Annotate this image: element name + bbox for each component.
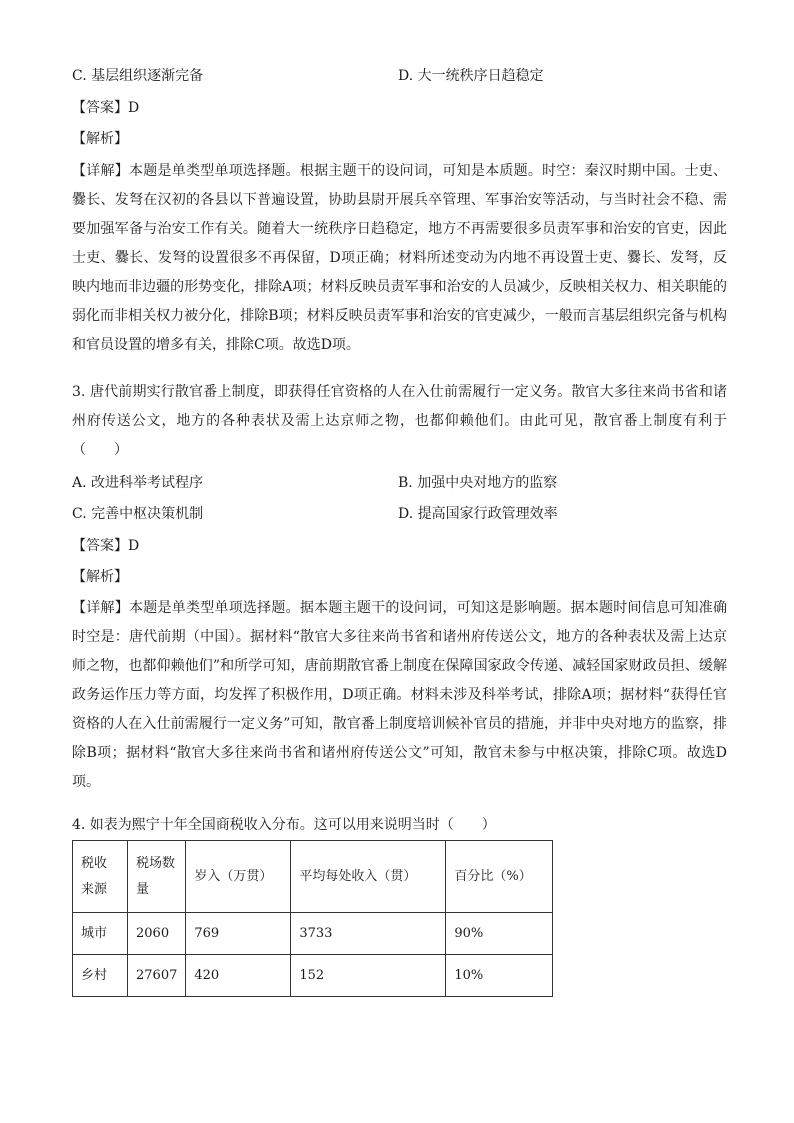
table-cell: 27607	[128, 955, 186, 997]
table-cell: 10%	[446, 955, 553, 997]
table-row	[73, 955, 553, 997]
header-cell: 税场数量	[128, 841, 186, 913]
table-cell: 769	[186, 913, 291, 955]
q3-answer: 【答案】D	[72, 538, 140, 554]
tax-table	[72, 840, 553, 997]
q3-option-c: C. 完善中枢决策机制	[72, 506, 204, 522]
q2-answer: 【答案】D	[72, 100, 140, 116]
q2-detail: 【详解】本题是单类型单项选择题。根据主题干的设问词，可知是本质题。时空：秦汉时期中国。士吏、爨长、发弩在汉初的各县以下普遍设置，协助县尉开展兵卒管理、军事治安等活动，与当时社会不稳、需要加强军备与治安工作有关。随着大一统秩序日趋稳定，地方不再需要很多员责军事和治安的官吏，因此士吏、爨长、发弩的设置很多不再保留，D项正确；材料所述变动为内地不再设置士吏、爨长、发弩，反映内地而非边疆的形势变化，排除A项；材料反映员责军事和治安的人员减少，反映相关权力、相关职能的弱化而非相关权力被分化，排除B项；材料反映员责军事和治安的官吏减少，一般而言基层组织完备与机构和官员设置的增多有关，排除C项。故选D项。	[72, 163, 727, 353]
q2-analysis-label: 【解析】	[72, 131, 128, 147]
header-cell: 平均每处收入（贯）	[291, 841, 446, 913]
table-cell: 420	[186, 955, 291, 997]
q3-option-d: D. 提高国家行政管理效率	[398, 506, 558, 522]
q3-stem: 3. 唐代前期实行散官番上制度，即获得任官资格的人在入仕前需履行一定义务。散官大多往来尚书省和诸州府传送公文，地方的各种表状及需上达京师之物，也都仰赖他们。由此可见，散官番上制度有利于（ ）	[72, 384, 727, 458]
table-cell: 2060	[128, 913, 186, 955]
q2-option-d: D. 大一统秩序日趋稳定	[398, 68, 544, 84]
table-cell: 城市	[73, 913, 128, 955]
table-cell: 乡村	[73, 955, 128, 997]
table-header-row	[73, 841, 553, 913]
q4-stem: 4. 如表为熙宁十年全国商税收入分布。这可以用来说明当时（ ）	[72, 817, 496, 833]
q3-detail: 【详解】本题是单类型单项选择题。据本题主题干的设问词，可知这是影响题。据本题时间信息可知准确时空是：唐代前期（中国）。据材料“散官大多往来尚书省和诸州府传送公文，地方的各种表状及需上达京师之物，也都仰赖他们”和所学可知，唐前期散官番上制度在保障国家政令传递、减轻国家财政员担、缓解政务运作压力等方面，均发挥了积极作用，D项正确。材料未涉及科举考试，排除A项；据材料“获得任官资格的人在入仕前需履行一定义务”可知，散官番上制度培训候补官员的措施，并非中央对地方的监察，排除B项；据材料“散官大多往来尚书省和诸州府传送公文”可知，散官未参与中枢决策，排除C项。故选D项。	[72, 600, 727, 790]
q3-option-a: A. 改进科举考试程序	[72, 475, 204, 491]
q3-analysis-label: 【解析】	[72, 569, 128, 585]
q3-option-b: B. 加强中央对地方的监察	[398, 475, 558, 491]
table-cell: 152	[291, 955, 446, 997]
header-cell: 税收来源	[73, 841, 128, 913]
table-row	[73, 913, 553, 955]
table-cell: 90%	[446, 913, 553, 955]
table-cell: 3733	[291, 913, 446, 955]
q2-option-c: C. 基层组织逐渐完备	[72, 68, 204, 84]
header-cell: 岁入（万贯）	[186, 841, 291, 913]
header-cell: 百分比（%）	[446, 841, 553, 913]
